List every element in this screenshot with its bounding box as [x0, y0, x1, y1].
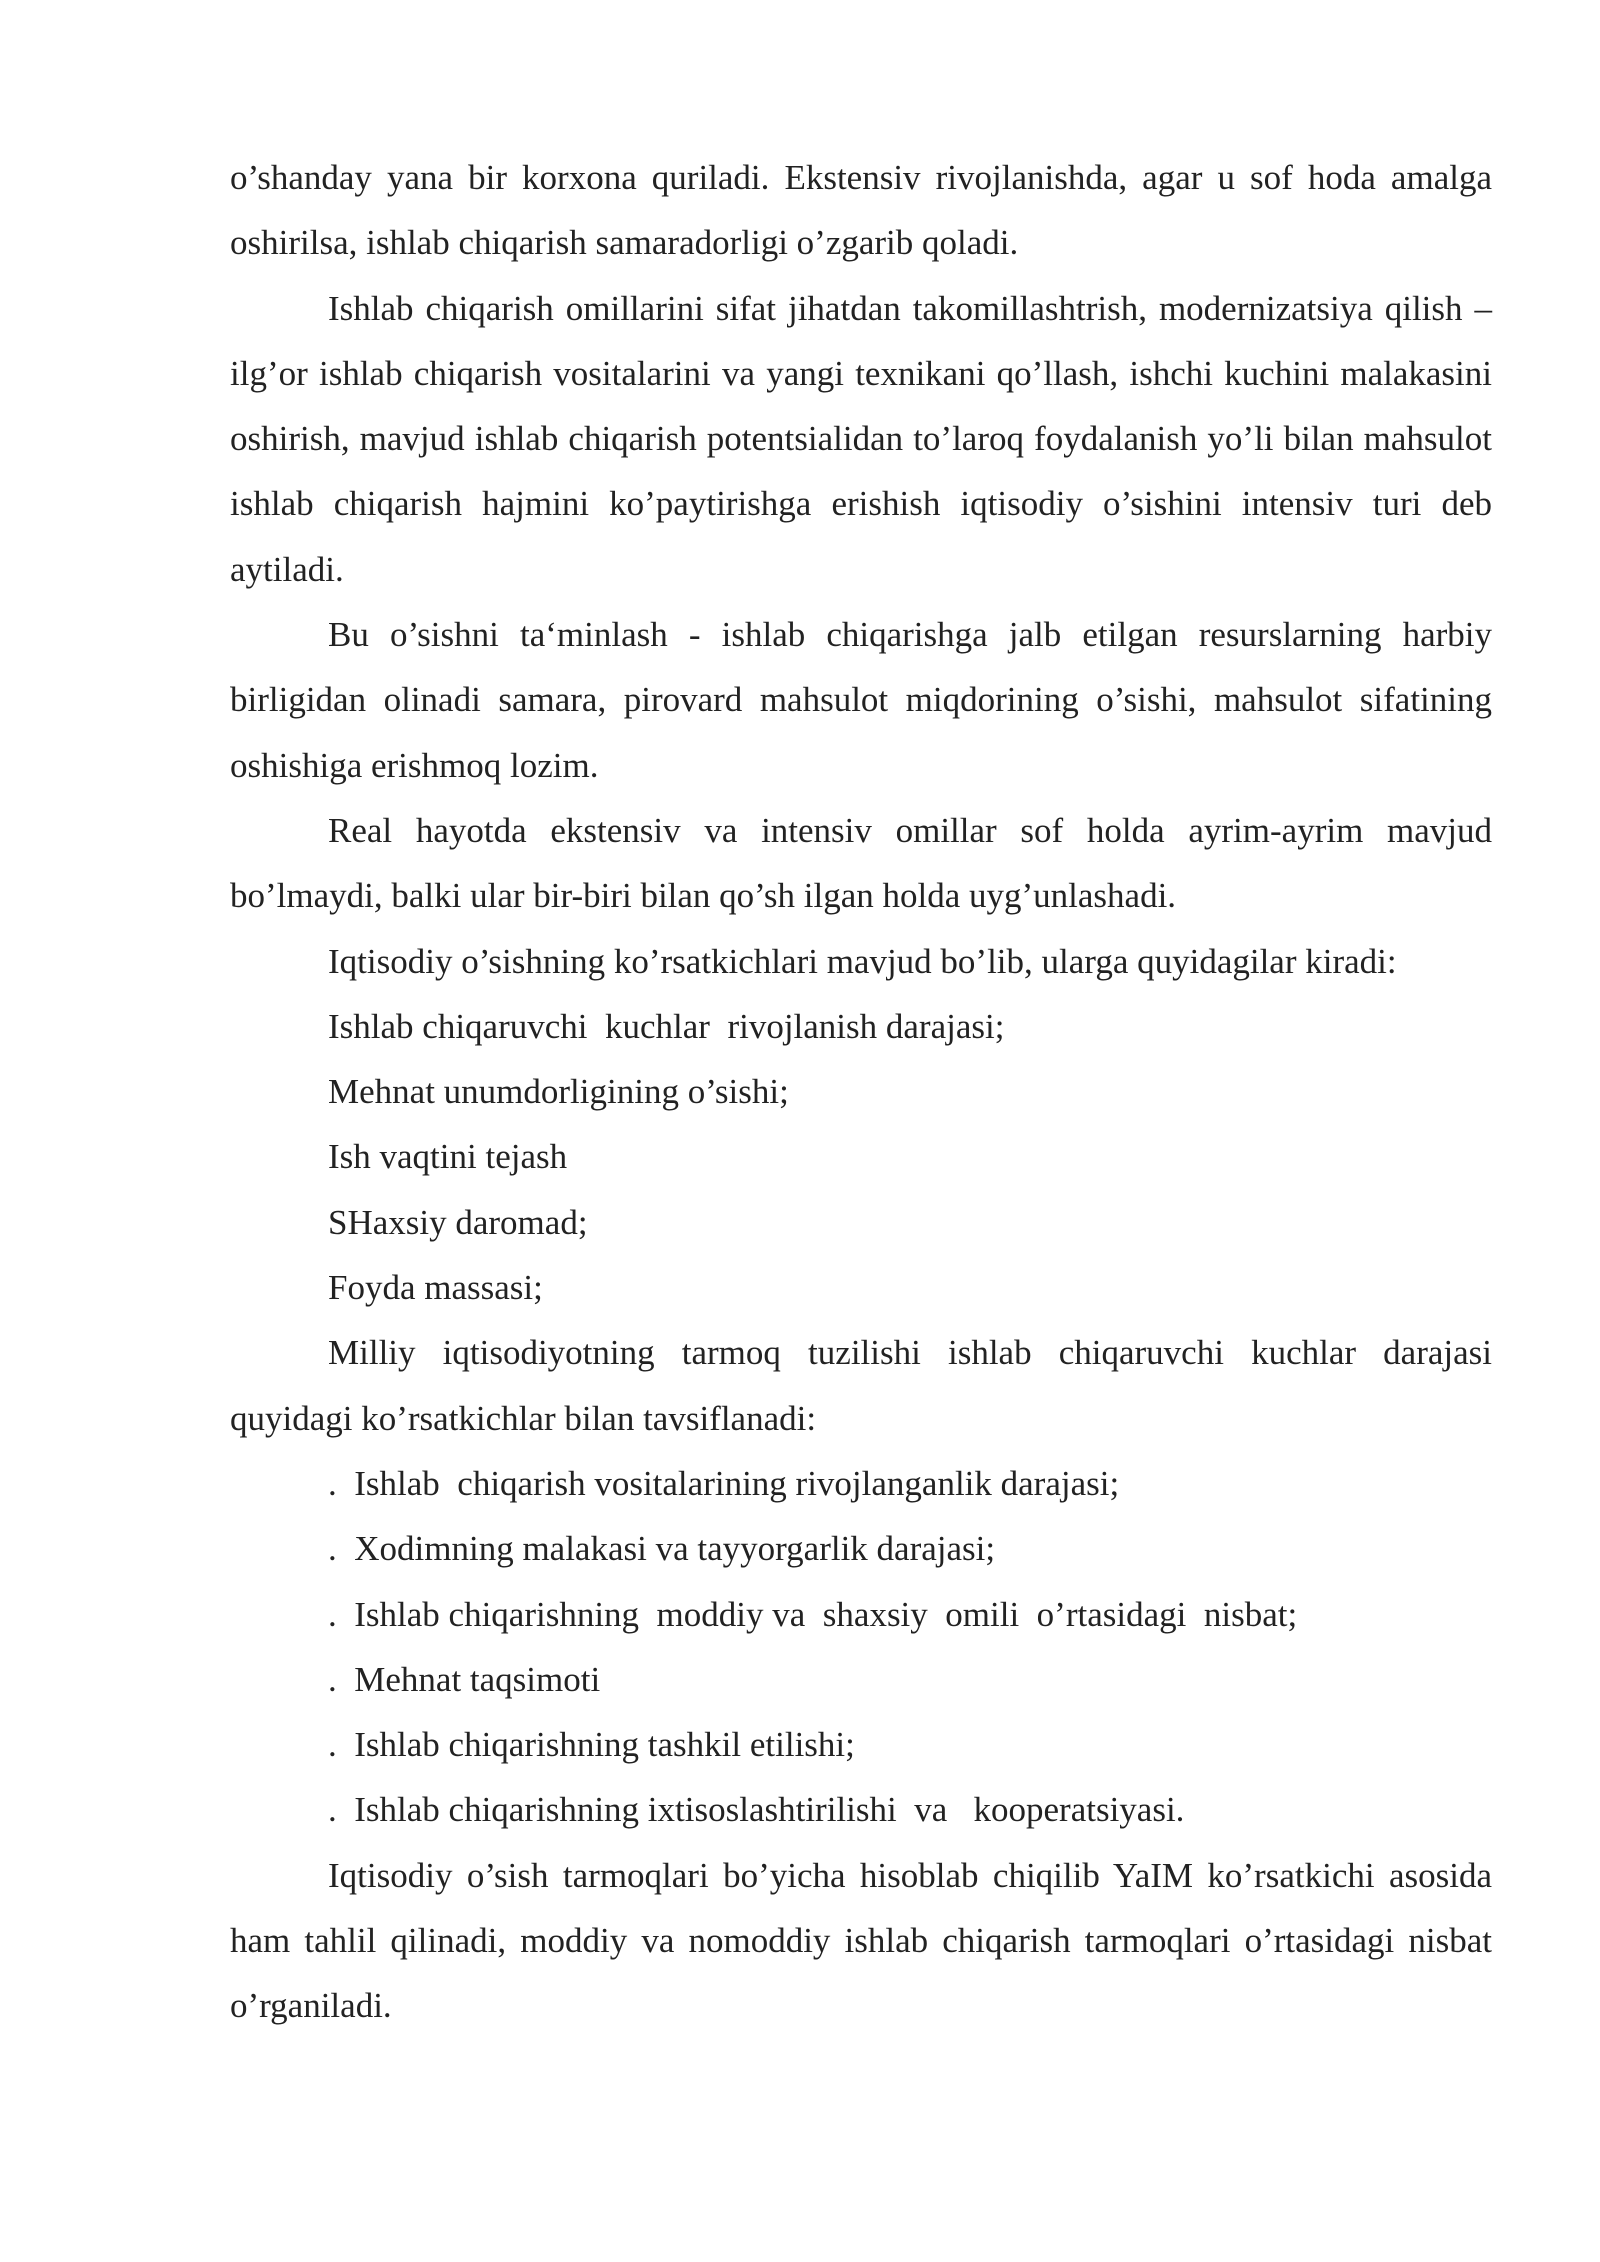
paragraph-continuation: o’shanday yana bir korxona quriladi. Ekstensiv rivojlanishda, agar u sof hoda amalga oshirilsa, ishlab chiqarish samaradorligi o’zgarib qoladi. — [230, 158, 1492, 263]
paragraph-real-life-factors: Real hayotda ekstensiv va intensiv omillar sof holda ayrim-ayrim mavjud bo’lmaydi, balki ular bir-biri bilan qo’sh ilgan holda uyg’unlashadi. — [230, 810, 1492, 916]
paragraph-growth-provision: Bu o’sishni ta‘minlash - ishlab chiqarishga jalb etilgan resurslarning harbiy birligidan olinadi samara, pirovard mahsulot miqdorining o’sishi, mahsulot sifatining oshishiga erishmoq lozim. — [230, 615, 1492, 785]
structure-item: . Ishlab chiqarishning ixtisoslashtirilishi va kooperatsiyasi. — [328, 1790, 1185, 1830]
paragraph-gdp-analysis: Iqtisodiy o’sish tarmoqlari bo’yicha hisoblab chiqilib YaIM ko’rsatkichi asosida ham tahlil qilinadi, moddiy va nomoddiy ishlab chiqarish tarmoqlari o’rtasidagi nisbat o’rganiladi. — [230, 1855, 1492, 2026]
structure-item: . Ishlab chiqarishning tashkil etilishi; — [328, 1725, 855, 1765]
structure-item: . Mehnat taqsimoti — [328, 1659, 601, 1699]
structure-item: . Ishlab chiqarish vositalarining rivojlanganlik darajasi; — [328, 1463, 1120, 1503]
structure-item: . Ishlab chiqarishning moddiy va shaxsiy omili o’rtasidagi nisbat; — [328, 1594, 1298, 1634]
paragraph-growth-indicators-intro: Iqtisodiy o’sishning ko’rsatkichlari mavjud bo’lib, ularga quyidagilar kiradi: — [328, 941, 1397, 981]
indicator-item: Ish vaqtini tejash — [328, 1137, 568, 1177]
paragraph-economy-structure: Milliy iqtisodiyotning tarmoq tuzilishi ishlab chiqaruvchi kuchlar darajasi quyidagi ko’rsatkichlar bilan tavsiflanadi: — [230, 1333, 1492, 1438]
document-page — [230, 145, 1492, 2039]
indicator-item: Ishlab chiqaruvchi kuchlar rivojlanish darajasi; — [328, 1006, 1005, 1046]
paragraph-intensive-growth: Ishlab chiqarish omillarini sifat jihatdan takomillashtrish, modernizatsiya qilish – ilg’or ishlab chiqarish vositalarini va yangi texnikani qo’llash, ishchi kuchini malakasini oshirish, mavjud ishlab chiqarish potentsialidan to’laroq foydalanish yo’li bilan mahsulot ishlab chiqarish hajmini ko’paytirishga erishish iqtisodiy o’sishini intensiv turi deb aytiladi. — [230, 288, 1492, 589]
indicator-item: SHaxsiy daromad; — [328, 1202, 588, 1242]
structure-item: . Xodimning malakasi va tayyorgarlik darajasi; — [328, 1529, 996, 1569]
indicator-item: Mehnat unumdorligining o’sishi; — [328, 1072, 789, 1112]
indicator-item: Foyda massasi; — [328, 1268, 543, 1308]
